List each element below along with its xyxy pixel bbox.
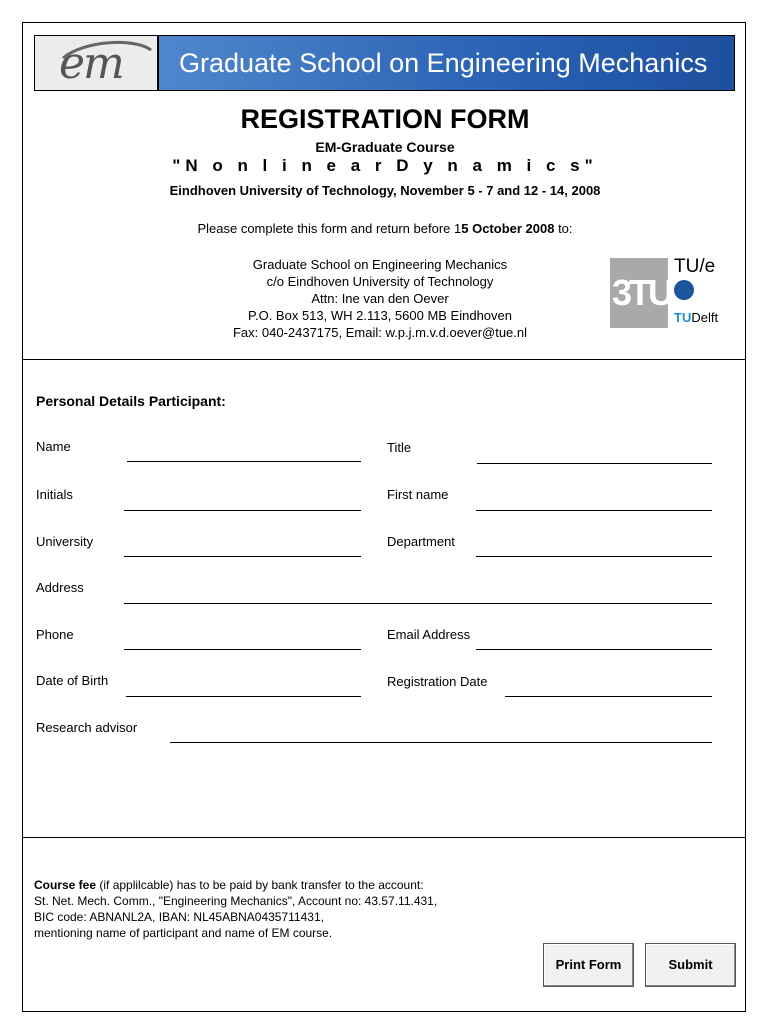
research-advisor-label: Research advisor: [36, 720, 138, 735]
return-instruction: [0, 221, 770, 236]
fee-line: BIC code: ABNANL2A, IBAN: NL45ABNA0435711431,: [34, 910, 324, 924]
tudelft-logo-text: [674, 310, 718, 325]
address-line: P.O. Box 513, WH 2.113, 5600 MB Eindhoven: [247, 308, 512, 323]
page-title: REGISTRATION FORM: [240, 104, 530, 134]
divider: [22, 359, 746, 360]
divider: [22, 837, 746, 838]
address-line: Graduate School on Engineering Mechanics: [252, 257, 508, 272]
course-topic: "N o n l i n e a r D y n a m i c s": [172, 156, 598, 175]
department-field[interactable]: [476, 556, 712, 557]
phone-label: Phone: [36, 627, 74, 642]
email-label: Email Address: [387, 627, 471, 642]
title-field[interactable]: [477, 463, 712, 464]
fee-line: mentioning name of participant and name of EM course.: [34, 926, 333, 940]
fee-line: [34, 877, 534, 893]
fee-line1-rest: (if applilcable) has to be paid by bank transfer to the account:: [96, 878, 424, 892]
course-label: EM-Graduate Course: [315, 139, 455, 155]
university-label: University: [36, 534, 94, 549]
tue-logo-text: TU/e: [674, 256, 716, 277]
tudelft-t: TU: [674, 310, 692, 325]
3tu-logo: [610, 258, 730, 330]
phone-field[interactable]: [124, 649, 361, 650]
header-banner: [34, 35, 735, 91]
return-address: [200, 256, 560, 341]
registration-date-field[interactable]: [505, 696, 712, 697]
email-field[interactable]: [476, 649, 712, 650]
address-line: Fax: 040-2437175, Email: w.p.j.m.v.d.oever@tue.nl: [232, 325, 528, 340]
instruction-suffix: to:: [554, 221, 573, 236]
address-line: c/o Eindhoven University of Technology: [266, 274, 494, 289]
address-line: Attn: Ine van den Oever: [311, 291, 449, 306]
tudelft-rest: Delft: [691, 310, 719, 325]
instruction-prefix: Please complete this form and return before 1: [197, 221, 462, 236]
em-logo: [35, 36, 159, 90]
fee-lead: Course fee: [34, 878, 97, 892]
dob-label: Date of Birth: [36, 673, 109, 688]
print-form-button[interactable]: Print Form: [543, 943, 634, 987]
submit-button[interactable]: Submit: [645, 943, 736, 987]
em-logo-text: em: [59, 38, 123, 89]
name-label: Name: [36, 439, 71, 454]
address-field[interactable]: [124, 603, 712, 604]
banner-title: Graduate School on Engineering Mechanics: [159, 36, 734, 90]
3tu-block-text: 3TU: [612, 272, 672, 313]
dob-field[interactable]: [126, 696, 361, 697]
initials-label: Initials: [36, 487, 73, 502]
initials-field[interactable]: [124, 510, 361, 511]
title-label: Title: [387, 440, 412, 455]
fee-line: St. Net. Mech. Comm., "Engineering Mechanics", Account no: 43.57.11.431,: [34, 894, 438, 908]
address-label: Address: [36, 580, 84, 595]
gear-icon: [674, 280, 694, 300]
department-label: Department: [387, 534, 455, 549]
course-fee-info: [34, 877, 534, 941]
instruction-date: 5 October 2008: [461, 221, 555, 236]
university-field[interactable]: [124, 556, 361, 557]
registration-date-label: Registration Date: [387, 674, 488, 689]
3tu-block: [610, 258, 672, 328]
section-title: Personal Details Participant:: [36, 393, 226, 409]
university-dates: Eindhoven University of Technology, November 5 - 7 and 12 - 14, 2008: [169, 183, 601, 198]
first-name-field[interactable]: [476, 510, 712, 511]
research-advisor-field[interactable]: [170, 742, 712, 743]
name-field[interactable]: [127, 461, 361, 462]
first-name-label: First name: [387, 487, 449, 502]
